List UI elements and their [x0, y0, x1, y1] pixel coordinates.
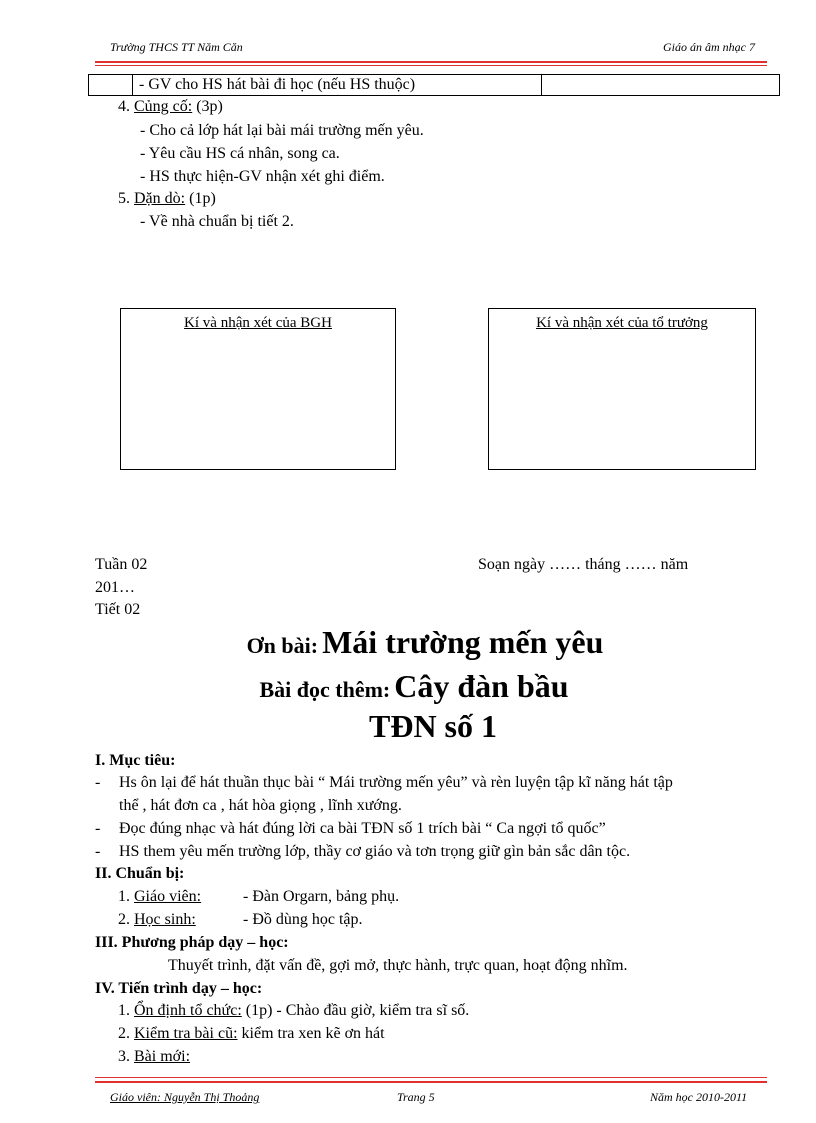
process-heading: IV. Tiến trình dạy – học: [95, 980, 263, 997]
methods-text: Thuyết trình, đặt vấn đề, gợi mở, thực hành, trực quan, hoạt động nhĩm. [168, 957, 628, 974]
table-divider-left [132, 75, 133, 95]
sign-box-bgh-title: Kí và nhận xét của BGH [184, 315, 332, 331]
footer-rule-top [95, 1077, 767, 1078]
sign-box-bgh [120, 308, 396, 470]
header-rule-bottom [95, 65, 767, 66]
lesson-prepared-date: Soạn ngày …… tháng …… năm [478, 556, 689, 573]
objectives-dash: - [95, 774, 101, 791]
section4-item: - Yêu cầu HS cá nhân, song ca. [140, 145, 340, 162]
objectives-dash: - [95, 820, 101, 837]
preparation-heading: II. Chuẩn bị: [95, 865, 185, 882]
footer-rule-bottom [95, 1081, 767, 1083]
section5-item: - Về nhà chuẩn bị tiết 2. [140, 213, 294, 230]
table-row-text: - GV cho HS hát bài đi học (nếu HS thuộc) [139, 76, 416, 93]
footer-school-year: Năm học 2010-2011 [650, 1090, 748, 1104]
header-rule-top [95, 61, 767, 63]
lesson-title-2: Bài đọc thêm: Cây đàn bầu [259, 668, 569, 704]
section4-item: - Cho cả lớp hát lại bài mái trường mến yêu. [140, 122, 424, 139]
sign-box-to-truong-title: Kí và nhận xét của tổ trưởng [536, 315, 708, 331]
section4-title: 4. Củng cố: (3p) [118, 98, 223, 115]
objectives-item-cont: thể , hát đơn ca , hát hòa giọng , lĩnh xướng. [119, 797, 402, 814]
table-divider-right [541, 75, 542, 95]
sign-box-to-truong [488, 308, 756, 470]
preparation-teacher-text: - Đàn Orgarn, bảng phụ. [243, 888, 400, 905]
objectives-item: HS them yêu mến trường lớp, thầy cơ giáo và tơn trọng giữ gìn bản sắc dân tộc. [119, 843, 631, 860]
lesson-title-1: Ơn bài: Mái trường mến yêu [246, 624, 604, 660]
header-subject: Giáo án âm nhạc 7 [663, 40, 755, 54]
process-item-3: 3. Bài mới: [118, 1048, 191, 1065]
objectives-item: Hs ôn lại để hát thuần thục bài “ Mái trường mến yêu” và rèn luyện tập kĩ năng hát tập [119, 774, 673, 791]
section5-title: 5. Dặn dò: (1p) [118, 190, 216, 207]
lesson-period: Tiết 02 [95, 601, 141, 618]
footer-teacher: Giáo viên: Nguyễn Thị Thoảng [110, 1090, 260, 1104]
header-school: Trường THCS TT Năm Căn [110, 40, 243, 54]
preparation-student-text: - Đồ dùng học tập. [243, 911, 363, 928]
footer-page-number: Trang 5 [397, 1090, 435, 1104]
process-item-1: 1. Ổn định tổ chức: (1p) - Chào đầu giờ, kiểm tra sĩ số. [118, 1002, 470, 1019]
objectives-dash: - [95, 843, 101, 860]
table-row [88, 74, 780, 96]
section4-item: - HS thực hiện-GV nhận xét ghi điểm. [140, 168, 385, 185]
preparation-teacher: 1. Giáo viên: [118, 888, 202, 905]
preparation-student: 2. Học sinh: [118, 911, 196, 928]
lesson-title-3: TĐN số 1 [368, 708, 497, 744]
process-item-2: 2. Kiểm tra bài cũ: kiểm tra xen kẽ ơn hát [118, 1025, 385, 1042]
objectives-item: Đọc đúng nhạc và hát đúng lời ca bài TĐN số 1 trích bài “ Ca ngợi tổ quốc” [119, 820, 606, 837]
lesson-week: Tuần 02 [95, 556, 148, 573]
methods-heading: III. Phương pháp dạy – học: [95, 934, 289, 951]
lesson-year: 201… [95, 579, 135, 596]
objectives-heading: I. Mục tiêu: [95, 752, 176, 769]
